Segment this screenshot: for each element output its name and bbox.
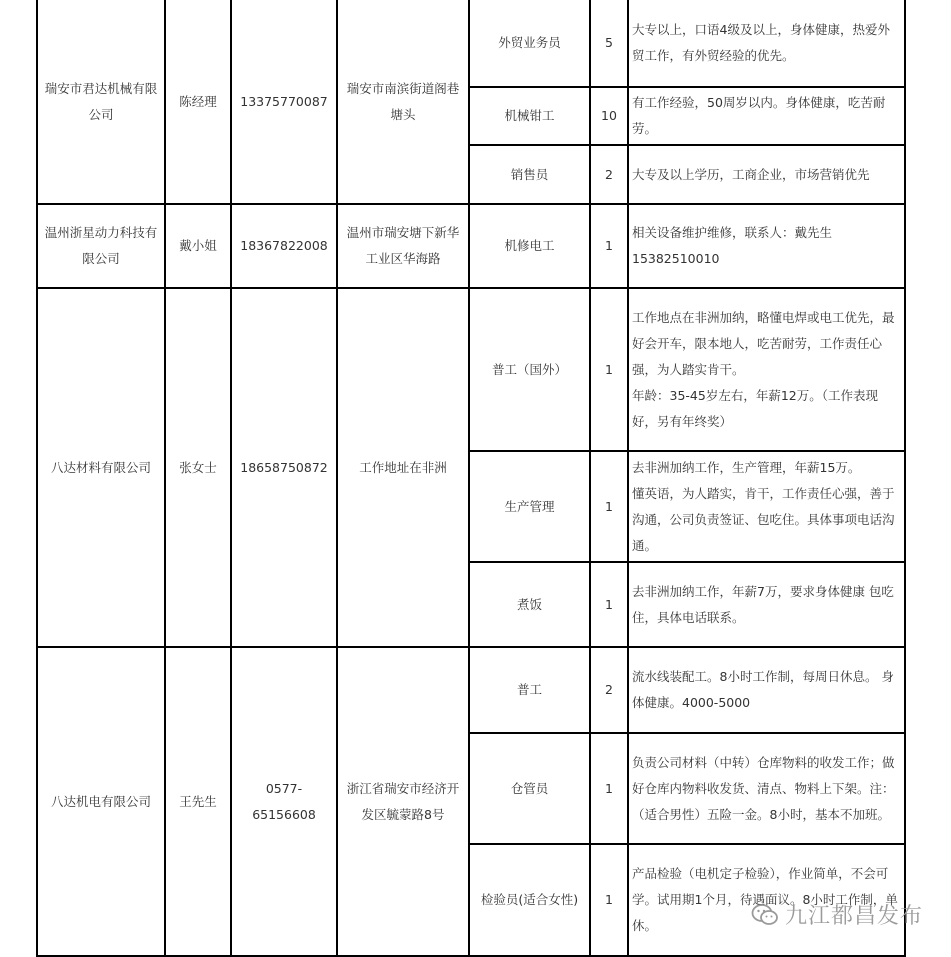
job-count: 2: [590, 647, 628, 733]
job-requirement: 相关设备维护维修，联系人：戴先生15382510010: [628, 204, 905, 288]
phone-number: 18658750872: [231, 288, 337, 647]
job-requirement: 工作地点在非洲加纳，略懂电焊或电工优先，最好会开车，限本地人，吃苦耐劳，工作责任心强，为人踏实肯干。 年龄：35-45岁左右，年薪12万。（工作表现好，另有年终奖）: [628, 288, 905, 451]
job-count: 1: [590, 562, 628, 647]
job-title: 销售员: [469, 145, 590, 204]
job-requirement: 大专以上，口语4级及以上，身体健康，热爱外贸工作，有外贸经验的优先。: [628, 0, 905, 87]
contact-person: 陈经理: [165, 0, 231, 204]
job-title: 机修电工: [469, 204, 590, 288]
company-address: 瑞安市南滨街道阁巷塘头: [337, 0, 469, 204]
contact-person: 戴小姐: [165, 204, 231, 288]
job-requirement: 有工作经验，50周岁以内。身体健康，吃苦耐劳。: [628, 87, 905, 145]
job-title: 煮饭: [469, 562, 590, 647]
job-requirement: 产品检验（电机定子检验），作业简单，不会可学。试用期1个月，待遇面议。8小时工作制，单休。: [628, 844, 905, 956]
job-table: [36, 0, 906, 957]
job-count: 1: [590, 204, 628, 288]
job-count: 1: [590, 451, 628, 562]
watermark: [751, 899, 923, 930]
table-row: [37, 647, 905, 733]
company-name: 八达材料有限公司: [37, 288, 165, 647]
job-title: 普工（国外）: [469, 288, 590, 451]
wechat-icon: [751, 903, 779, 927]
job-requirement: 负责公司材料（中转）仓库物料的收发工作；做好仓库内物料收发货、清点、物料上下架。注：（适合男性）五险一金。8小时，基本不加班。: [628, 733, 905, 844]
job-title: 检验员(适合女性): [469, 844, 590, 956]
job-title: 仓管员: [469, 733, 590, 844]
watermark-text: 九江都昌发布: [784, 904, 923, 929]
job-requirement: 去非洲加纳工作，生产管理，年薪15万。 懂英语，为人踏实，肯干，工作责任心强，善于沟通，公司负责签证、包吃住。具体事项电话沟通。: [628, 451, 905, 562]
phone-number: 0577-65156608: [231, 647, 337, 956]
job-count: 1: [590, 733, 628, 844]
job-count: 1: [590, 844, 628, 956]
company-address: 温州市瑞安塘下新华工业区华海路: [337, 204, 469, 288]
job-count: 2: [590, 145, 628, 204]
table-row: [37, 0, 905, 87]
job-count: 5: [590, 0, 628, 87]
job-count: 10: [590, 87, 628, 145]
phone-number: 18367822008: [231, 204, 337, 288]
company-address: 浙江省瑞安市经济开发区毓蒙路8号: [337, 647, 469, 956]
contact-person: 张女士: [165, 288, 231, 647]
job-title: 外贸业务员: [469, 0, 590, 87]
phone-number: 13375770087: [231, 0, 337, 204]
job-requirement: 流水线装配工。8小时工作制，每周日休息。 身体健康。4000-5000: [628, 647, 905, 733]
job-title: 机械钳工: [469, 87, 590, 145]
table-row: [37, 204, 905, 288]
company-address: 工作地址在非洲: [337, 288, 469, 647]
job-requirement: 去非洲加纳工作，年薪7万，要求身体健康 包吃住，具体电话联系。: [628, 562, 905, 647]
job-requirement: 大专及以上学历，工商企业，市场营销优先: [628, 145, 905, 204]
job-count: 1: [590, 288, 628, 451]
company-name: 瑞安市君达机械有限公司: [37, 0, 165, 204]
company-name: 温州浙星动力科技有限公司: [37, 204, 165, 288]
company-name: 八达机电有限公司: [37, 647, 165, 956]
job-title: 普工: [469, 647, 590, 733]
contact-person: 王先生: [165, 647, 231, 956]
table-row: [37, 288, 905, 451]
job-title: 生产管理: [469, 451, 590, 562]
